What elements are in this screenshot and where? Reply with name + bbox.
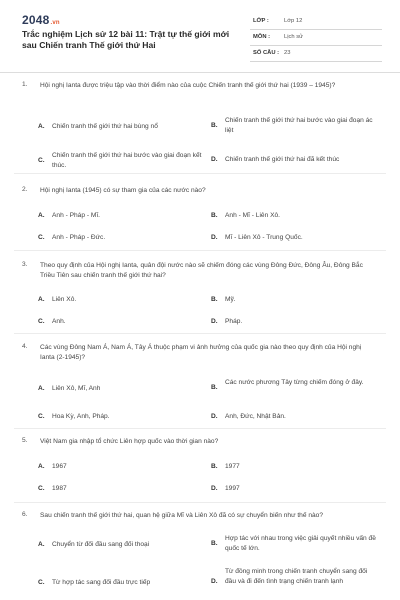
question-text: Hội nghị Ianta (1945) có sự tham gia của các nước nào? <box>40 187 206 194</box>
page-header <box>0 0 400 72</box>
option-letter: A. <box>38 212 45 219</box>
option-letter: C. <box>38 413 45 420</box>
option-text: Hoa Kỳ, Anh, Pháp. <box>52 413 110 420</box>
option-letter: B. <box>211 212 218 219</box>
option-letter: C. <box>38 318 45 325</box>
question-number: 2. <box>22 186 28 193</box>
option-text: Anh, Đức, Nhật Bản. <box>225 413 286 420</box>
option-letter: D. <box>211 156 218 163</box>
logo-text: 2048 <box>22 13 50 27</box>
option-text: Các nước phương Tây từng chiếm đóng ở đây. <box>225 379 364 386</box>
meta-row-subject <box>250 30 382 46</box>
option-letter: B. <box>211 384 218 391</box>
option-letter: C. <box>38 234 45 241</box>
option-text: Hợp tác với nhau trong việc giải quyết nhiều vấn đề quốc tế lớn. <box>225 535 376 552</box>
meta-row-count <box>250 46 382 62</box>
option-letter: D. <box>211 578 218 585</box>
meta-value: Lớp 12 <box>284 18 303 24</box>
option-text: Chuyển từ đối đầu sang đối thoại <box>52 541 150 548</box>
option-letter: A. <box>38 123 45 130</box>
question-divider <box>14 333 386 334</box>
option-text: Chiến tranh thế giới thứ hai bùng nổ <box>52 123 158 130</box>
option-letter: B. <box>211 296 218 303</box>
option-letter: A. <box>38 541 45 548</box>
question-number: 3. <box>22 261 28 268</box>
option-letter: D. <box>211 234 218 241</box>
option-text: Anh - Pháp - Mĩ. <box>52 212 101 219</box>
question-text: Các vùng Đông Nam Á, Nam Á, Tây Á thuộc phạm vi ảnh hưởng của quốc gia nào theo quy định của Hội nghị Ianta (2-1945)? <box>40 344 362 361</box>
option-text: Liên Xô, Mĩ, Anh <box>52 385 101 392</box>
quiz-meta-table <box>250 14 382 62</box>
option-text: Chiến tranh thế giới thứ hai bước vào giai đoạn kết thúc. <box>52 152 202 169</box>
option-letter: B. <box>211 540 218 547</box>
header-divider <box>0 72 400 73</box>
question-number: 6. <box>22 511 28 518</box>
option-text: Mĩ - Liên Xô - Trung Quốc. <box>225 234 303 241</box>
option-text: Từ đồng minh trong chiến tranh chuyển sang đối đầu và đi đến tình trạng chiến tranh lạnh <box>225 568 368 585</box>
option-text: Anh - Mĩ - Liên Xô. <box>225 212 280 219</box>
option-letter: B. <box>211 463 218 470</box>
question-text: Sau chiến tranh thế giới thứ hai, quan hệ giữa Mĩ và Liên Xô đã có sự chuyển biến như thế nào? <box>40 512 323 519</box>
meta-row-grade <box>250 14 382 30</box>
option-text: Anh - Pháp - Đức. <box>52 234 106 241</box>
meta-label: LỚP : <box>253 18 269 24</box>
option-text: Anh. <box>52 318 66 325</box>
option-letter: A. <box>38 463 45 470</box>
question-divider <box>14 250 386 251</box>
meta-value: Lịch sử <box>284 34 304 40</box>
option-letter: C. <box>38 579 45 586</box>
option-text: Từ hợp tác sang đối đầu trực tiếp <box>52 579 151 586</box>
page-title: Trắc nghiệm Lịch sử 12 bài 11: Trật tự thế giới mới sau Chiến tranh Thế giới thứ Hai <box>22 29 230 50</box>
logo-suffix: .vn <box>50 20 60 26</box>
question-number: 4. <box>22 343 28 350</box>
question-divider <box>14 173 386 174</box>
option-letter: A. <box>38 296 45 303</box>
option-letter: D. <box>211 318 218 325</box>
question-number: 5. <box>22 437 28 444</box>
option-letter: B. <box>211 122 218 129</box>
option-text: 1967 <box>52 463 67 470</box>
meta-label: SỐ CÂU : <box>253 50 280 56</box>
option-text: Liên Xô. <box>52 296 77 303</box>
option-letter: D. <box>211 413 218 420</box>
question-text: Việt Nam gia nhập tổ chức Liên hợp quốc vào thời gian nào? <box>40 438 219 445</box>
site-logo[interactable] <box>22 13 60 27</box>
meta-label: MÔN : <box>253 34 271 40</box>
option-text: 1987 <box>52 485 67 492</box>
option-letter: C. <box>38 157 45 164</box>
question-divider <box>14 428 386 429</box>
option-text: Mỹ. <box>225 296 236 303</box>
option-text: Chiến tranh thế giới thứ hai đã kết thúc <box>225 156 340 163</box>
option-text: 1977 <box>225 463 240 470</box>
question-text: Hội nghị Ianta được triệu tập vào thời điểm nào của cuộc Chiến tranh thế giới thứ hai (1939 – 1945)? <box>40 82 336 89</box>
option-letter: D. <box>211 485 218 492</box>
option-text: Chiến tranh thế giới thứ hai bước vào giai đoạn ác liệt <box>225 117 373 134</box>
question-text: Theo quy định của Hội nghị Ianta, quân đội nước nào sẽ chiếm đóng các vùng Đông Đức, Đông Âu, Đông Bắc Triều Tiên sau chiến tranh thế giới thứ hai? <box>40 262 363 279</box>
option-letter: A. <box>38 385 45 392</box>
question-number: 1. <box>22 81 28 88</box>
option-text: Pháp. <box>225 318 243 325</box>
option-letter: C. <box>38 485 45 492</box>
question-divider <box>14 502 386 503</box>
option-text: 1997 <box>225 485 240 492</box>
meta-value: 23 <box>284 50 291 56</box>
